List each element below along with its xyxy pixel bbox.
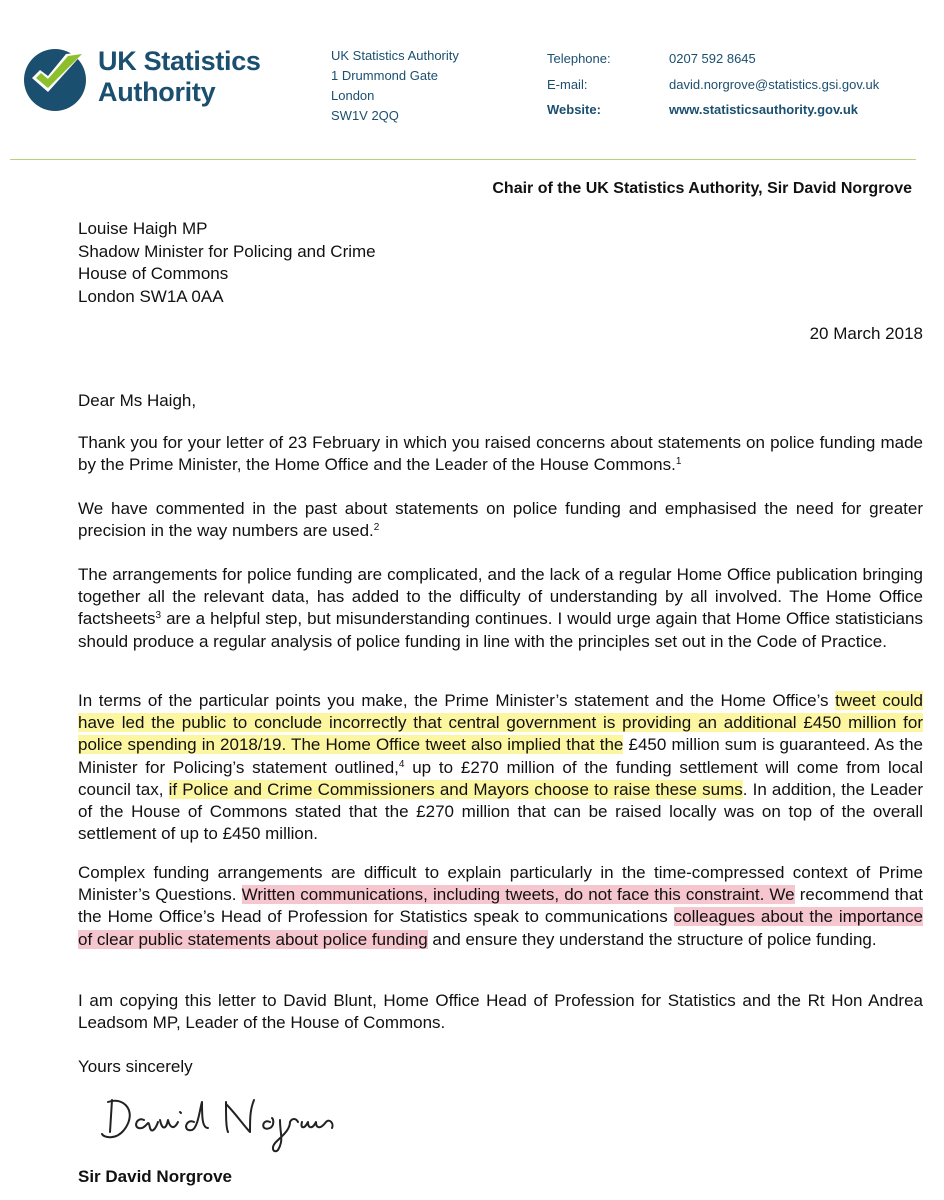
logo-line-2: Authority [98, 77, 216, 107]
website-label: Website: [547, 102, 601, 117]
telephone-label: Telephone: [547, 51, 611, 66]
email-label: E-mail: [547, 76, 588, 92]
footnote-marker: 2 [373, 522, 380, 534]
paragraph-6 [78, 990, 923, 1034]
paragraph-text: up to £270 million of the funding settlement will come from local council tax, [78, 757, 923, 799]
header-divider [10, 159, 916, 160]
paragraph-text: In terms of the particular points you make, the Prime Minister’s statement and the Home Office’s [78, 691, 836, 710]
logo-wordmark [98, 46, 261, 108]
handwritten-signature [94, 1088, 354, 1158]
yellow-highlight: if Police and Crime Commissioners and Mayors choose to raise these sums [168, 779, 743, 799]
email-row [547, 72, 879, 98]
telephone-row [547, 46, 879, 72]
recipient-line: Shadow Minister for Policing and Crime [78, 241, 376, 261]
chair-title: Chair of the UK Statistics Authority, Sir David Norgrove [492, 180, 912, 197]
address-line: SW1V 2QQ [331, 108, 399, 123]
paragraph-text: We have commented in the past about statements on police funding and emphasised the need for greater precision in the way numbers are used. [78, 499, 923, 541]
paragraph-text: £450 million sum is guaranteed. As the Minister for Policing’s statement outlined, [78, 735, 923, 777]
closing: Yours sincerely [78, 1057, 193, 1076]
salutation: Dear Ms Haigh, [78, 391, 197, 410]
paragraph-text: are a helpful step, but misunderstanding continues. I would urge again that Home Office statisticians should produce a regular analysis of police funding in line with the principles set out in the Code of Practice. [78, 609, 923, 651]
telephone-value: 0207 592 8645 [669, 51, 756, 66]
footnote-marker: 1 [675, 456, 682, 468]
footnote-marker: 3 [155, 610, 162, 622]
paragraph-text: . In addition, the Leader of the House of Commons stated that the £270 million that can be raised locally was on top of the overall settlement of up to £450 million. [78, 779, 923, 844]
email-link[interactable]: david.norgrove@statistics.gsi.gov.uk [669, 76, 880, 92]
logo-line-1: UK Statistics [98, 46, 261, 76]
sender-address [331, 46, 459, 126]
uk-statistics-authority-logo [22, 42, 262, 118]
paragraph-5 [78, 862, 923, 951]
checkmark-circle-icon [22, 42, 92, 112]
paragraph-4 [78, 690, 923, 845]
paragraph-2 [78, 498, 923, 542]
paragraph-text: Complex funding arrangements are difficult to explain particularly in the time-compressed context of Prime Minister’s Questions. [78, 863, 923, 905]
recipient-line: Louise Haigh MP [78, 219, 208, 238]
website-link[interactable]: www.statisticsauthority.gov.uk [669, 102, 859, 117]
yellow-highlight: tweet could have led the public to conclude incorrectly that central government is providing an additional £450 million for police spending in 2018/19. The Home Office tweet also implied that the [78, 691, 924, 755]
recipient-line: House of Commons [78, 264, 229, 284]
paragraph-text: I am copying this letter to David Blunt, Home Office Head of Profession for Statistics and the Rt Hon Andrea Leadsom MP, Leader of the House of Commons. [78, 991, 923, 1033]
website-row [547, 97, 879, 123]
paragraph-3 [78, 564, 923, 653]
letter-date: 20 March 2018 [809, 324, 923, 343]
contact-details [547, 46, 879, 123]
address-line: 1 Drummond Gate [331, 68, 438, 83]
pink-highlight: Written communications, including tweets, do not face this constraint. We [241, 885, 795, 905]
recipient-address [78, 218, 376, 309]
recipient-line: London SW1A 0AA [78, 287, 224, 307]
signatory-name: Sir David Norgrove [78, 1167, 232, 1186]
address-line: UK Statistics Authority [331, 48, 459, 63]
pink-highlight: colleagues about the importance of clear public statements about police funding [78, 907, 923, 949]
footnote-marker: 4 [398, 758, 405, 770]
paragraph-text: The arrangements for police funding are complicated, and the lack of a regular Home Office publication bringing together all the relevant data, has added to the difficulty of understanding by all involved. The Home Office factsheets [78, 565, 923, 629]
paragraph-text: Thank you for your letter of 23 February in which you raised concerns about statements on police funding made by the Prime Minister, the Home Office and the Leader of the House Commons. [78, 433, 923, 475]
address-line: London [331, 88, 375, 103]
paragraph-1 [78, 432, 923, 476]
paragraph-text: and ensure they understand the structure of police funding. [427, 929, 877, 949]
paragraph-text: recommend that the Home Office’s Head of Profession for Statistics speak to communications [78, 885, 924, 927]
